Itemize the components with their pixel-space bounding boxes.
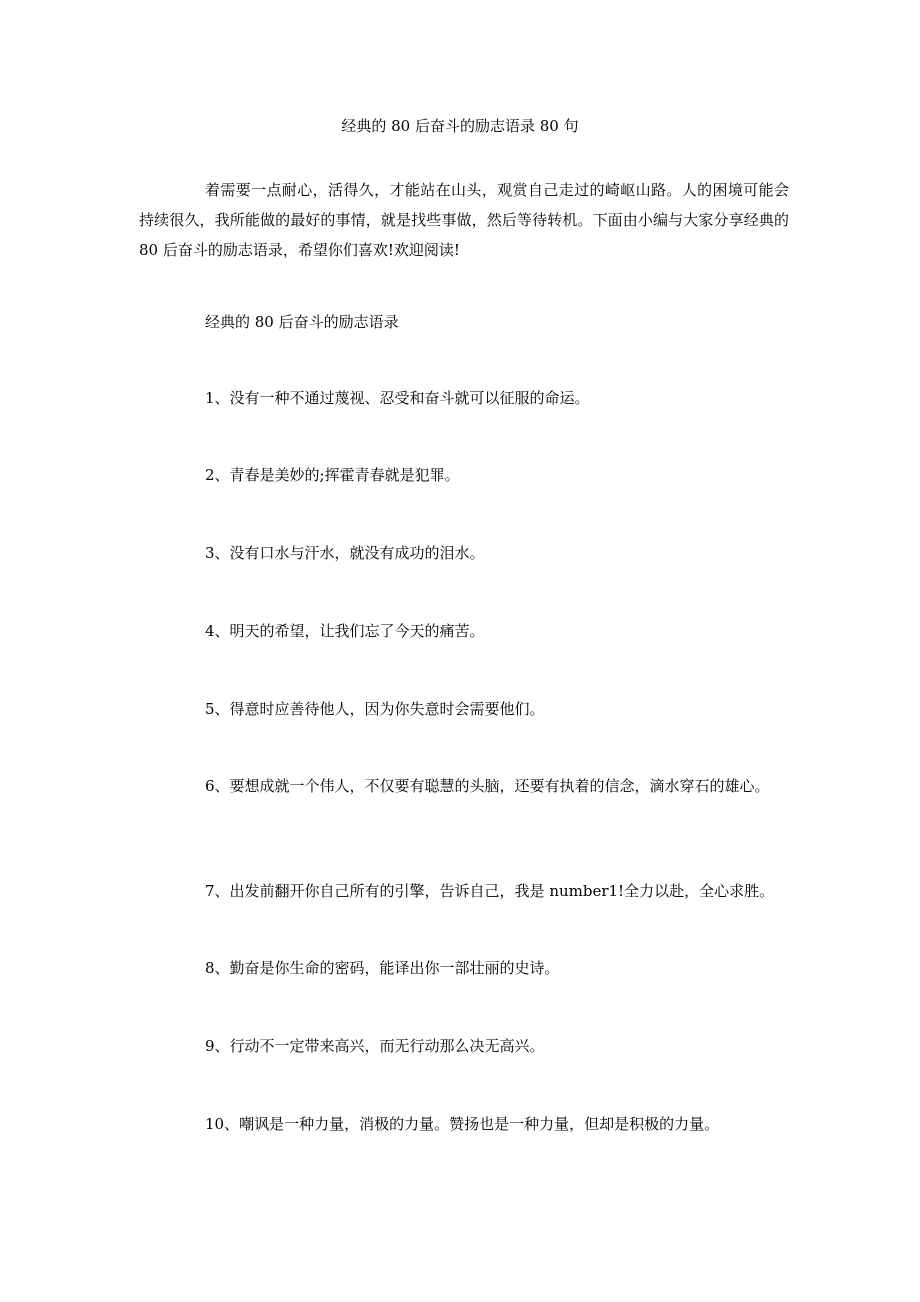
- quote-item-2: 2、青春是美妙的;挥霍青春就是犯罪。: [205, 466, 460, 484]
- quote-item-9: 9、行动不一定带来高兴，而无行动那么决无高兴。: [205, 1037, 545, 1055]
- document-title: 经典的 80 后奋斗的励志语录 80 句: [341, 117, 579, 135]
- quote-item-1: 1、没有一种不通过蔑视、忍受和奋斗就可以征服的命运。: [205, 389, 590, 407]
- quote-item-7: 7、出发前翻开你自己所有的引擎，告诉自己，我是 number1!全力以赴，全心求胜。: [205, 882, 775, 900]
- section-heading: 经典的 80 后奋斗的励志语录: [205, 313, 399, 331]
- quote-item-6: 6、要想成就一个伟人，不仅要有聪慧的头脑，还要有执着的信念，滴水穿石的雄心。: [205, 777, 770, 795]
- quote-item-10: 10、嘲讽是一种力量，消极的力量。赞扬也是一种力量，但却是积极的力量。: [205, 1115, 720, 1133]
- quote-item-8: 8、勤奋是你生命的密码，能译出你一部壮丽的史诗。: [205, 959, 560, 977]
- quote-item-3: 3、没有口水与汗水，就没有成功的泪水。: [205, 544, 485, 562]
- intro-paragraph: 着需要一点耐心，活得久，才能站在山头，观赏自己走过的崎岖山路。人的困境可能会持续很久，我所能做的最好的事情，就是找些事做，然后等待转机。下面由小编与大家分享经典的 80 后奋斗的励志语录，希望你们喜欢!欢迎阅读!: [139, 181, 789, 259]
- quote-item-4: 4、明天的希望，让我们忘了今天的痛苦。: [205, 622, 485, 640]
- quote-item-5: 5、得意时应善待他人，因为你失意时会需要他们。: [205, 700, 545, 718]
